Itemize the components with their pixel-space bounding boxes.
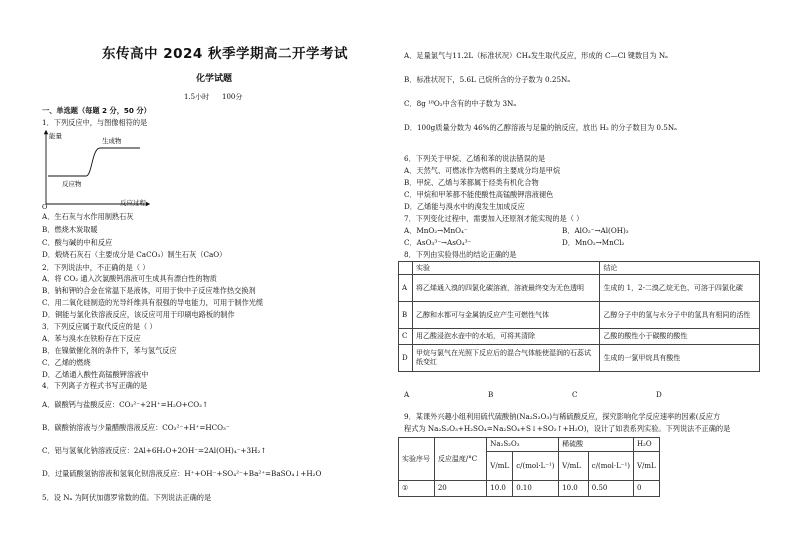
exam-title: 东传高中 2024 秋季学期高二开学考试 xyxy=(102,46,348,62)
q9-col-v: V/mL xyxy=(487,452,513,481)
row-experiment: 甲烷与氯气在光照下反应后的混合气体能使湿润的石蕊试纸变红 xyxy=(412,345,599,372)
q1-option-a: A．生石灰与水作用制熟石灰 xyxy=(42,212,134,221)
q5-option-d: D．100g质量分数为 46%的乙醇溶液与足量的钠反应，放出 H₂ 的分子数目为 0.5Nₐ xyxy=(404,123,677,132)
exam-score: 100分 xyxy=(222,93,243,101)
q8-header-experiment: 实验 xyxy=(412,262,599,275)
q5-stem: 5．设 Nₐ 为阿伏加德罗常数的值。下列说法正确的是 xyxy=(42,493,212,502)
q7-stem: 7．下列变化过程中，需要加入还原剂才能实现的是（ ） xyxy=(404,214,584,223)
row-experiment: 用乙酸浸泡水壶中的水垢，可将其清除 xyxy=(412,329,599,345)
q1-option-b: B．燃烧木炭取暖 xyxy=(42,225,98,234)
q8-header-row xyxy=(399,262,760,275)
y-axis-label: 能量 xyxy=(49,132,62,140)
q8-header-conclusion: 结论 xyxy=(600,262,760,275)
q3-option-a: A．苯与溴水在铁粉存在下反应 xyxy=(42,334,141,343)
table-row xyxy=(399,345,760,372)
q9-table xyxy=(398,437,660,497)
q1-option-c: C．酸与碱的中和反应 xyxy=(42,238,113,247)
q4-option-b: B．碳酸钠溶液与少量醋酸溶液反应：CO₃²⁻+H⁺=HCO₃⁻ xyxy=(42,423,230,432)
table-row xyxy=(399,275,760,302)
energy-diagram xyxy=(40,128,152,210)
q9-col-no: 实验序号 xyxy=(399,438,435,481)
q1-option-d: D．煅烧石灰石（主要成分是 CaCO₃）制生石灰（CaO） xyxy=(42,250,227,259)
q3-option-c: C．乙烯的燃烧 xyxy=(42,358,91,367)
energy-curve xyxy=(48,148,140,176)
row-label: A xyxy=(399,275,413,302)
row-conclusion: 生成的 1，2-二溴乙烷无色、可溶于四氯化碳 xyxy=(600,275,760,302)
q8-header-blank xyxy=(399,262,413,275)
q6-option-b: B．甲烷、乙烯与苯都属于烃类有机化合物 xyxy=(404,178,539,187)
section-heading: 一、单选题（每题 2 分，50 分） xyxy=(42,106,151,115)
q2-option-c: C．用二氧化硅制造的光导纤维具有很强的导电能力，可用于制作光缆 xyxy=(42,298,264,307)
row-conclusion: 乙醇分子中的氢与水分子中的氢具有相同的活性 xyxy=(600,302,760,329)
cell: ① xyxy=(399,481,435,497)
q9-header-row1 xyxy=(399,438,660,452)
x-axis-label: 反应过程 xyxy=(120,199,146,207)
q3-option-b: B．在镍做催化剂的条件下，苯与氢气反应 xyxy=(42,346,177,355)
row-label: C xyxy=(399,329,413,345)
q7-option-c: C．AsO₃³⁻→AsO₄³⁻ xyxy=(404,238,472,247)
q4-stem: 4．下列离子方程式书写正确的是 xyxy=(42,381,148,390)
q5-option-b: B．标准状况下，5.6L 己烷所含的分子数为 0.25Nₐ xyxy=(404,75,571,84)
row-experiment: 乙醇和水都可与金属钠反应产生可燃性气体 xyxy=(412,302,599,329)
q9-col-v: V/mL xyxy=(559,452,589,481)
row-experiment: 将乙烯通入溴的四氯化碳溶液，溶液最终变为无色透明 xyxy=(412,275,599,302)
q6-option-a: A．天然气、可燃冰作为燃料的主要成分均是甲烷 xyxy=(404,166,561,175)
q9-group-acid: 稀硫酸 xyxy=(559,438,634,452)
q8-answer-c: C xyxy=(572,390,578,399)
q7-option-d: D．MnO₂→MnCl₂ xyxy=(562,238,625,247)
q6-option-d: D．乙烯能与溴水中的溴发生加成反应 xyxy=(404,202,525,211)
q8-answer-b: B xyxy=(488,390,494,399)
q6-option-c: C．甲烷和甲苯都不能使酸性高锰酸钾溶液褪色 xyxy=(404,190,554,199)
q2-stem: 2．下列说法中，不正确的是（ ） xyxy=(42,263,150,272)
table-row xyxy=(399,329,760,345)
row-label: D xyxy=(399,345,413,372)
table-row xyxy=(399,302,760,329)
cell: 10.0 xyxy=(559,481,589,497)
row-conclusion: 生成的一氯甲烷具有酸性 xyxy=(600,345,760,372)
q4-option-d: D．过量硫酸氢钠溶液和氢氧化钡溶液反应：H⁺+OH⁻+SO₄²⁻+Ba²⁺=BaSO₄↓+H₂O xyxy=(42,469,322,478)
row-conclusion: 乙酸的酸性小于碳酸的酸性 xyxy=(600,329,760,345)
q3-stem: 3．下列反应属于取代反应的是（ ） xyxy=(42,322,157,331)
q4-option-c: C．铝与氢氧化钠溶液反应：2Al+6H₂O+2OH⁻=2Al(OH)₄⁻+3H₂↑ xyxy=(42,446,267,455)
q8-stem: 8．下列由实验得出的结论正确的是 xyxy=(404,250,517,259)
cell: 0.10 xyxy=(513,481,559,497)
row-label: B xyxy=(399,302,413,329)
cell: 20 xyxy=(434,481,486,497)
q8-table xyxy=(398,261,760,372)
table-row xyxy=(399,481,660,497)
q9-stem-line1: 9．某课外兴趣小组利用硫代硫酸钠(Na₂S₂O₃)与稀硫酸反应，探究影响化学反应速率的因素(反应方 xyxy=(404,412,721,421)
q9-group-thiosulfate: Na₂S₂O₃ xyxy=(487,438,559,452)
q9-col-c: c/(mol·L⁻¹) xyxy=(513,452,559,481)
q5-option-a: A．足量氯气与11.2L（标准状况）CH₄发生取代反应，形成的 C—Cl 键数目为 Nₐ xyxy=(404,51,668,60)
q8-answer-a: A xyxy=(404,390,410,399)
product-label: 生成物 xyxy=(102,137,122,145)
q5-option-c: C．8g ¹⁸O₂中含有的中子数为 3Nₐ xyxy=(404,99,517,108)
exam-time: 1.5小时 xyxy=(184,93,210,101)
q2-option-d: D．铜能与氯化铁溶液反应，该反应可用于印刷电路板的制作 xyxy=(42,310,235,319)
subject-title: 化学试题 xyxy=(196,74,233,84)
origin-label: O xyxy=(42,203,48,211)
cell: 0 xyxy=(634,481,660,497)
q3-option-d: D．乙烯通入酸性高锰酸钾溶液中 xyxy=(42,370,149,379)
q9-stem-line2: 程式为 Na₂S₂O₃+H₂SO₄=Na₂SO₄+S↓+SO₂↑+H₂O)，设计了如表系列实验。下列说法不正确的是 xyxy=(404,424,731,433)
q4-option-a: A．碳酸钙与盐酸反应：CO₃²⁻+2H⁺=H₂O+CO₂↑ xyxy=(42,400,209,409)
q1-stem: 1．下列反应中，与图像相符的是 xyxy=(42,118,148,127)
q2-option-a: A．将 CO₂ 通入次氯酸钙溶液可生成具有漂白性的物质 xyxy=(42,274,217,283)
q6-stem: 6．下列关于甲烷、乙烯和苯的说法错误的是 xyxy=(404,154,546,163)
q9-col-v: V/mL xyxy=(634,452,660,481)
q7-option-a: A．MnO₂→MnO₄⁻ xyxy=(404,226,468,235)
reactant-label: 反应物 xyxy=(62,180,82,188)
cell: 10.0 xyxy=(487,481,513,497)
cell: 0.50 xyxy=(588,481,633,497)
q9-col-temp: 反应温度/°C xyxy=(434,438,486,481)
q9-group-water: H₂O xyxy=(634,438,660,452)
q9-col-c: c/(mol·L⁻¹) xyxy=(588,452,633,481)
q8-answer-d: D xyxy=(656,390,662,399)
q7-option-b: B．AlO₂⁻→Al(OH)₃ xyxy=(562,226,629,235)
q2-option-b: B．钠和钾的合金在常温下是液体，可用于快中子反应堆作热交换剂 xyxy=(42,286,256,295)
